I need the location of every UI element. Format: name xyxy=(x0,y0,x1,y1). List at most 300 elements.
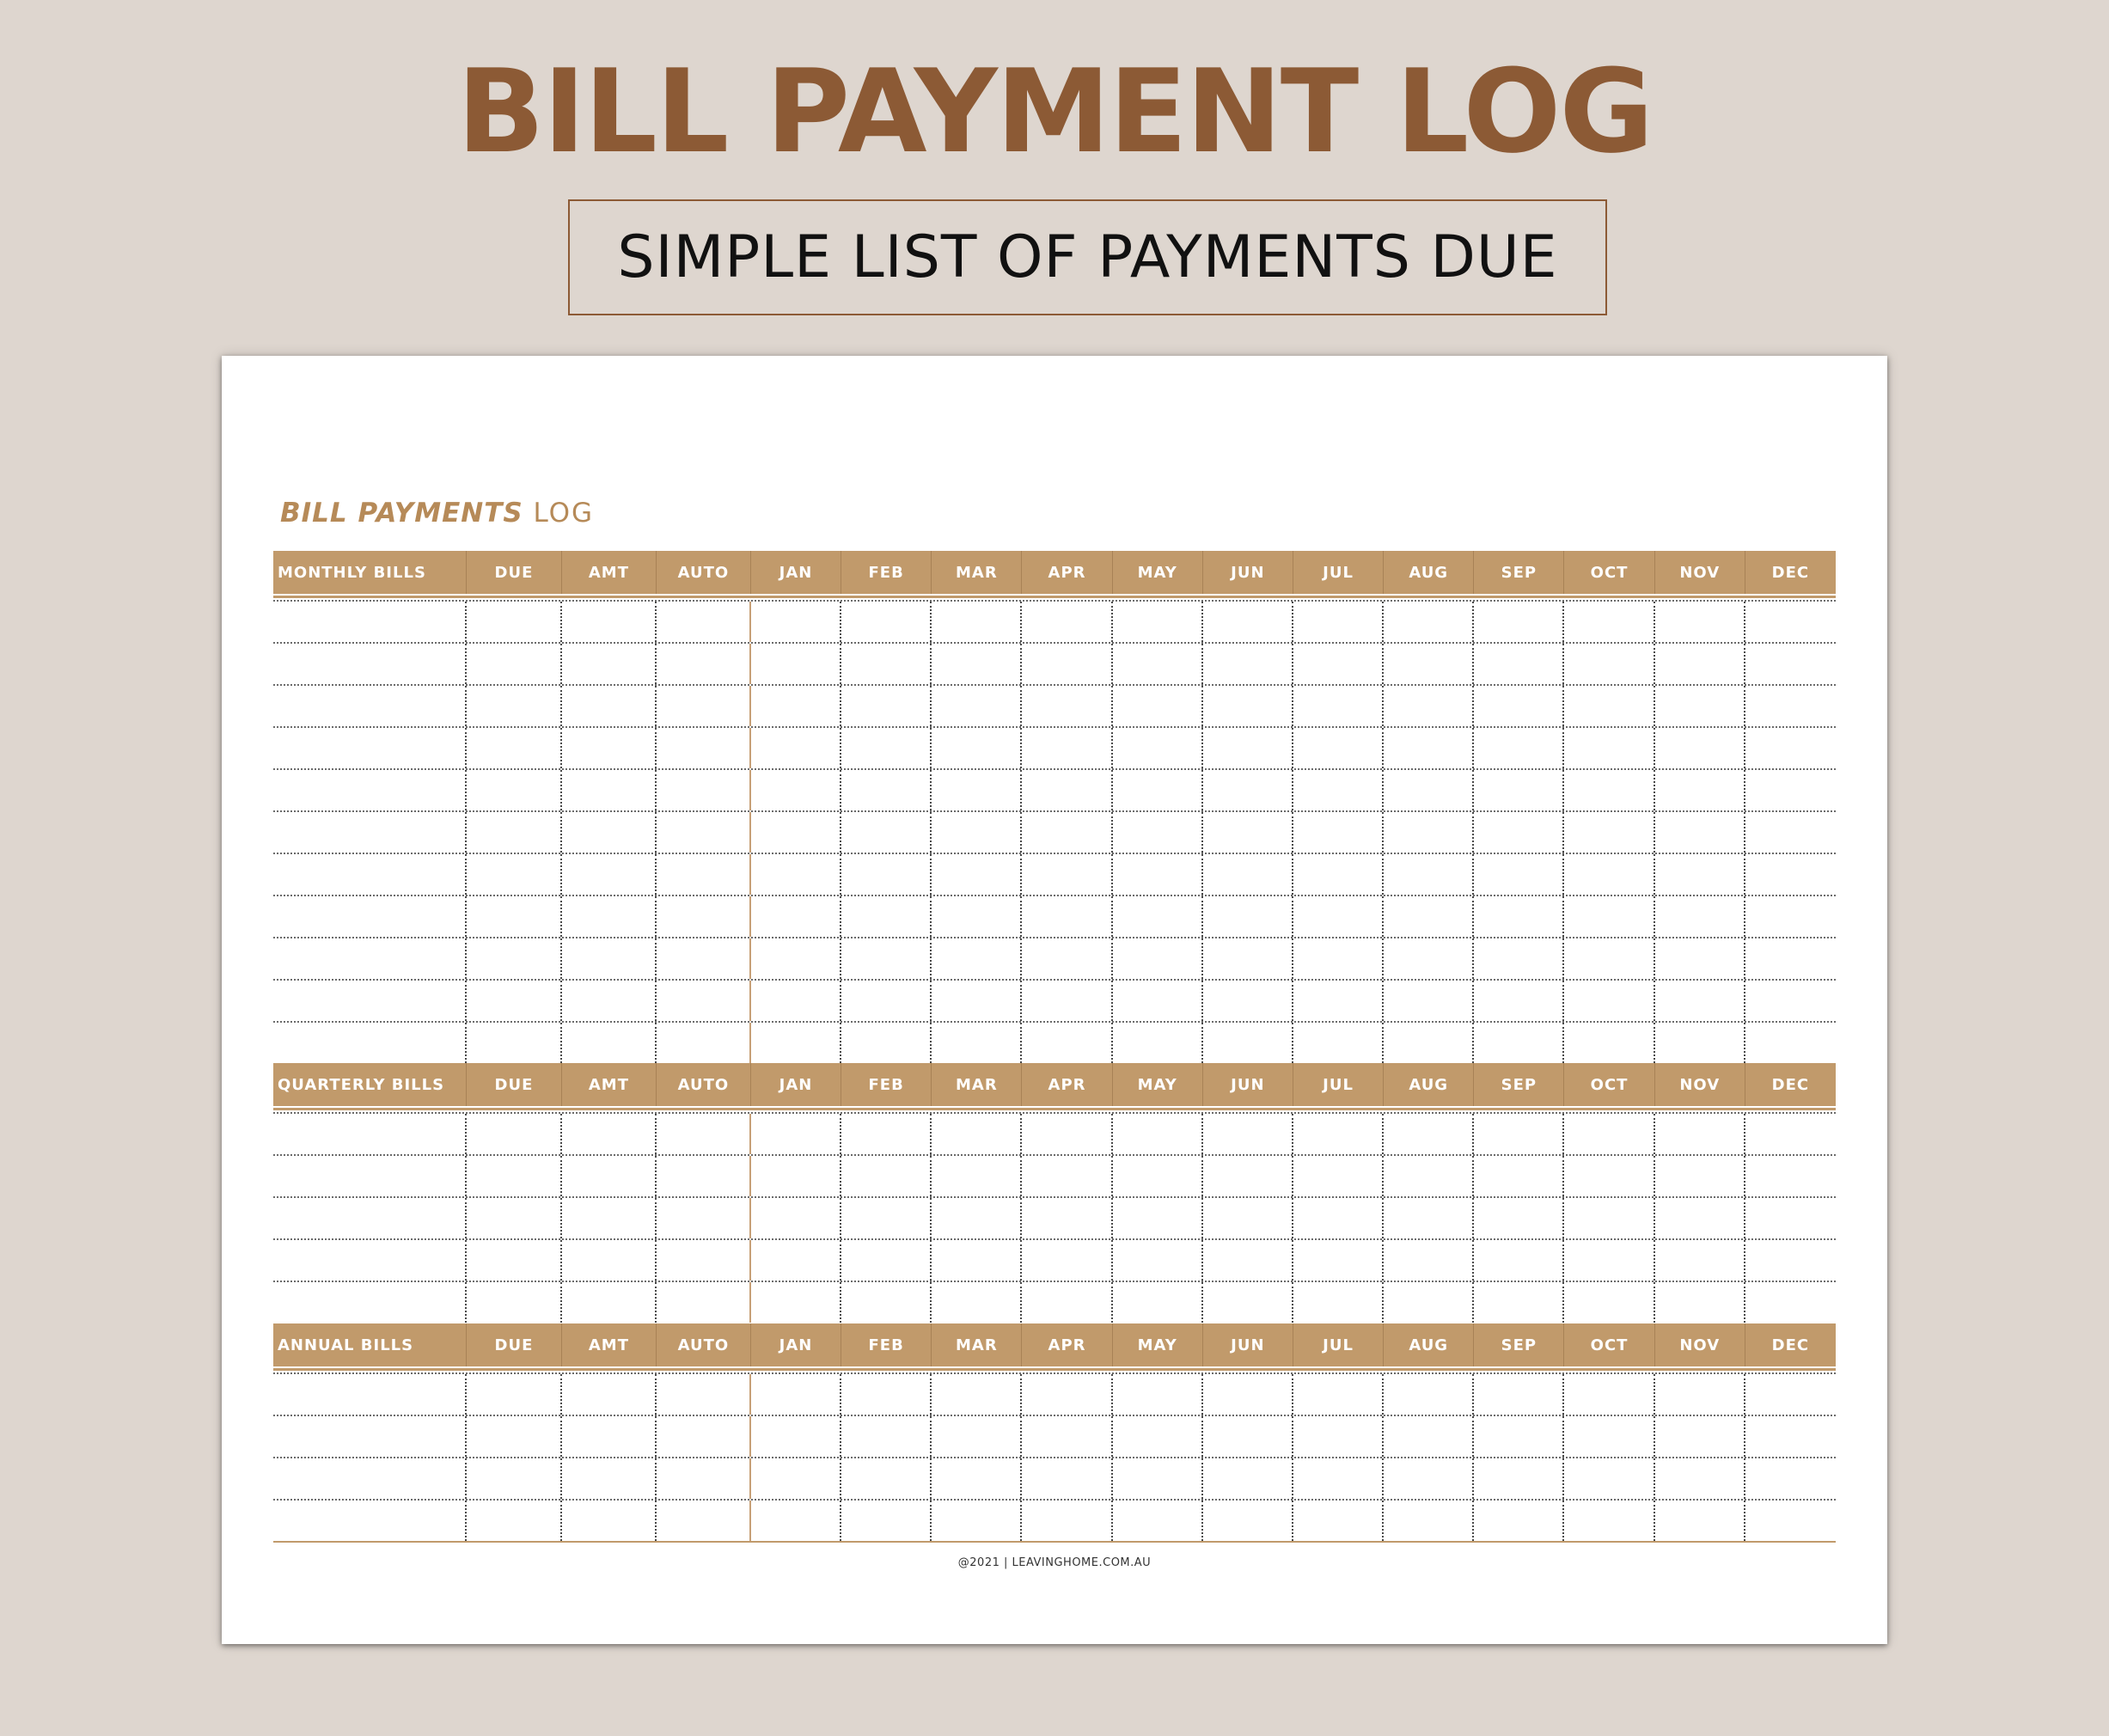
aug-cell[interactable] xyxy=(1384,854,1474,895)
dec-cell[interactable] xyxy=(1745,1198,1836,1238)
jun-cell[interactable] xyxy=(1203,938,1293,979)
oct-cell[interactable] xyxy=(1564,1282,1654,1323)
auto-cell[interactable] xyxy=(657,812,751,853)
dec-cell[interactable] xyxy=(1745,981,1836,1021)
jul-cell[interactable] xyxy=(1293,1198,1384,1238)
dec-cell[interactable] xyxy=(1745,602,1836,642)
feb-cell[interactable] xyxy=(841,1114,932,1154)
dec-cell[interactable] xyxy=(1745,812,1836,853)
jun-cell[interactable] xyxy=(1203,770,1293,810)
feb-cell[interactable] xyxy=(841,1416,932,1457)
jun-cell[interactable] xyxy=(1203,728,1293,768)
aug-cell[interactable] xyxy=(1384,644,1474,684)
auto-cell[interactable] xyxy=(657,938,751,979)
due-cell[interactable] xyxy=(467,1458,562,1499)
feb-cell[interactable] xyxy=(841,602,932,642)
mar-cell[interactable] xyxy=(932,1023,1022,1063)
may-cell[interactable] xyxy=(1113,1416,1203,1457)
jan-cell[interactable] xyxy=(751,728,841,768)
mar-cell[interactable] xyxy=(932,854,1022,895)
apr-cell[interactable] xyxy=(1022,1416,1112,1457)
dec-cell[interactable] xyxy=(1745,1156,1836,1196)
feb-cell[interactable] xyxy=(841,812,932,853)
auto-cell[interactable] xyxy=(657,1458,751,1499)
sep-cell[interactable] xyxy=(1474,854,1564,895)
dec-cell[interactable] xyxy=(1745,938,1836,979)
mar-cell[interactable] xyxy=(932,812,1022,853)
oct-cell[interactable] xyxy=(1564,938,1654,979)
jul-cell[interactable] xyxy=(1293,1114,1384,1154)
apr-cell[interactable] xyxy=(1022,1458,1112,1499)
feb-cell[interactable] xyxy=(841,896,932,937)
oct-cell[interactable] xyxy=(1564,1240,1654,1281)
apr-cell[interactable] xyxy=(1022,1114,1112,1154)
amt-cell[interactable] xyxy=(562,1240,657,1281)
apr-cell[interactable] xyxy=(1022,1156,1112,1196)
bill-name-cell[interactable] xyxy=(273,770,467,810)
jul-cell[interactable] xyxy=(1293,938,1384,979)
nov-cell[interactable] xyxy=(1655,1282,1745,1323)
aug-cell[interactable] xyxy=(1384,1156,1474,1196)
due-cell[interactable] xyxy=(467,1114,562,1154)
jan-cell[interactable] xyxy=(751,1374,841,1415)
auto-cell[interactable] xyxy=(657,1198,751,1238)
aug-cell[interactable] xyxy=(1384,938,1474,979)
bill-name-cell[interactable] xyxy=(273,686,467,726)
oct-cell[interactable] xyxy=(1564,812,1654,853)
mar-cell[interactable] xyxy=(932,1458,1022,1499)
jan-cell[interactable] xyxy=(751,1114,841,1154)
feb-cell[interactable] xyxy=(841,938,932,979)
bill-name-cell[interactable] xyxy=(273,896,467,937)
sep-cell[interactable] xyxy=(1474,1458,1564,1499)
dec-cell[interactable] xyxy=(1745,644,1836,684)
bill-name-cell[interactable] xyxy=(273,981,467,1021)
jun-cell[interactable] xyxy=(1203,1240,1293,1281)
jul-cell[interactable] xyxy=(1293,1282,1384,1323)
oct-cell[interactable] xyxy=(1564,728,1654,768)
apr-cell[interactable] xyxy=(1022,1501,1112,1541)
jun-cell[interactable] xyxy=(1203,1282,1293,1323)
dec-cell[interactable] xyxy=(1745,1458,1836,1499)
due-cell[interactable] xyxy=(467,1416,562,1457)
auto-cell[interactable] xyxy=(657,728,751,768)
aug-cell[interactable] xyxy=(1384,1282,1474,1323)
nov-cell[interactable] xyxy=(1655,686,1745,726)
jan-cell[interactable] xyxy=(751,896,841,937)
dec-cell[interactable] xyxy=(1745,854,1836,895)
jul-cell[interactable] xyxy=(1293,1240,1384,1281)
bill-name-cell[interactable] xyxy=(273,1501,467,1541)
oct-cell[interactable] xyxy=(1564,1198,1654,1238)
apr-cell[interactable] xyxy=(1022,1023,1112,1063)
nov-cell[interactable] xyxy=(1655,896,1745,937)
mar-cell[interactable] xyxy=(932,1282,1022,1323)
due-cell[interactable] xyxy=(467,981,562,1021)
feb-cell[interactable] xyxy=(841,644,932,684)
may-cell[interactable] xyxy=(1113,602,1203,642)
due-cell[interactable] xyxy=(467,1282,562,1323)
apr-cell[interactable] xyxy=(1022,728,1112,768)
nov-cell[interactable] xyxy=(1655,812,1745,853)
sep-cell[interactable] xyxy=(1474,1198,1564,1238)
jun-cell[interactable] xyxy=(1203,981,1293,1021)
dec-cell[interactable] xyxy=(1745,728,1836,768)
amt-cell[interactable] xyxy=(562,602,657,642)
feb-cell[interactable] xyxy=(841,1156,932,1196)
dec-cell[interactable] xyxy=(1745,686,1836,726)
jul-cell[interactable] xyxy=(1293,981,1384,1021)
jun-cell[interactable] xyxy=(1203,1501,1293,1541)
nov-cell[interactable] xyxy=(1655,1374,1745,1415)
due-cell[interactable] xyxy=(467,602,562,642)
amt-cell[interactable] xyxy=(562,1156,657,1196)
dec-cell[interactable] xyxy=(1745,1114,1836,1154)
feb-cell[interactable] xyxy=(841,1240,932,1281)
auto-cell[interactable] xyxy=(657,981,751,1021)
mar-cell[interactable] xyxy=(932,1416,1022,1457)
amt-cell[interactable] xyxy=(562,1282,657,1323)
amt-cell[interactable] xyxy=(562,812,657,853)
jan-cell[interactable] xyxy=(751,1282,841,1323)
jan-cell[interactable] xyxy=(751,1240,841,1281)
sep-cell[interactable] xyxy=(1474,728,1564,768)
jun-cell[interactable] xyxy=(1203,1156,1293,1196)
mar-cell[interactable] xyxy=(932,770,1022,810)
auto-cell[interactable] xyxy=(657,1023,751,1063)
aug-cell[interactable] xyxy=(1384,770,1474,810)
sep-cell[interactable] xyxy=(1474,770,1564,810)
jan-cell[interactable] xyxy=(751,812,841,853)
apr-cell[interactable] xyxy=(1022,644,1112,684)
auto-cell[interactable] xyxy=(657,770,751,810)
sep-cell[interactable] xyxy=(1474,602,1564,642)
due-cell[interactable] xyxy=(467,854,562,895)
feb-cell[interactable] xyxy=(841,770,932,810)
may-cell[interactable] xyxy=(1113,1501,1203,1541)
may-cell[interactable] xyxy=(1113,1240,1203,1281)
jul-cell[interactable] xyxy=(1293,602,1384,642)
bill-name-cell[interactable] xyxy=(273,1374,467,1415)
jan-cell[interactable] xyxy=(751,1156,841,1196)
aug-cell[interactable] xyxy=(1384,981,1474,1021)
amt-cell[interactable] xyxy=(562,854,657,895)
aug-cell[interactable] xyxy=(1384,1458,1474,1499)
feb-cell[interactable] xyxy=(841,1374,932,1415)
nov-cell[interactable] xyxy=(1655,602,1745,642)
mar-cell[interactable] xyxy=(932,1374,1022,1415)
feb-cell[interactable] xyxy=(841,1198,932,1238)
mar-cell[interactable] xyxy=(932,1114,1022,1154)
may-cell[interactable] xyxy=(1113,1198,1203,1238)
nov-cell[interactable] xyxy=(1655,938,1745,979)
oct-cell[interactable] xyxy=(1564,896,1654,937)
jul-cell[interactable] xyxy=(1293,770,1384,810)
mar-cell[interactable] xyxy=(932,981,1022,1021)
due-cell[interactable] xyxy=(467,1240,562,1281)
auto-cell[interactable] xyxy=(657,1156,751,1196)
jun-cell[interactable] xyxy=(1203,1023,1293,1063)
apr-cell[interactable] xyxy=(1022,812,1112,853)
oct-cell[interactable] xyxy=(1564,770,1654,810)
oct-cell[interactable] xyxy=(1564,1458,1654,1499)
may-cell[interactable] xyxy=(1113,728,1203,768)
jan-cell[interactable] xyxy=(751,981,841,1021)
may-cell[interactable] xyxy=(1113,812,1203,853)
dec-cell[interactable] xyxy=(1745,1282,1836,1323)
dec-cell[interactable] xyxy=(1745,770,1836,810)
apr-cell[interactable] xyxy=(1022,602,1112,642)
auto-cell[interactable] xyxy=(657,896,751,937)
bill-name-cell[interactable] xyxy=(273,602,467,642)
jul-cell[interactable] xyxy=(1293,854,1384,895)
bill-name-cell[interactable] xyxy=(273,644,467,684)
amt-cell[interactable] xyxy=(562,770,657,810)
jun-cell[interactable] xyxy=(1203,686,1293,726)
mar-cell[interactable] xyxy=(932,1198,1022,1238)
oct-cell[interactable] xyxy=(1564,854,1654,895)
feb-cell[interactable] xyxy=(841,1023,932,1063)
oct-cell[interactable] xyxy=(1564,1023,1654,1063)
sep-cell[interactable] xyxy=(1474,812,1564,853)
nov-cell[interactable] xyxy=(1655,644,1745,684)
feb-cell[interactable] xyxy=(841,854,932,895)
oct-cell[interactable] xyxy=(1564,1416,1654,1457)
amt-cell[interactable] xyxy=(562,728,657,768)
auto-cell[interactable] xyxy=(657,1282,751,1323)
mar-cell[interactable] xyxy=(932,644,1022,684)
due-cell[interactable] xyxy=(467,938,562,979)
bill-name-cell[interactable] xyxy=(273,1114,467,1154)
nov-cell[interactable] xyxy=(1655,1240,1745,1281)
auto-cell[interactable] xyxy=(657,1374,751,1415)
jul-cell[interactable] xyxy=(1293,728,1384,768)
apr-cell[interactable] xyxy=(1022,1374,1112,1415)
may-cell[interactable] xyxy=(1113,1156,1203,1196)
bill-name-cell[interactable] xyxy=(273,1240,467,1281)
mar-cell[interactable] xyxy=(932,938,1022,979)
auto-cell[interactable] xyxy=(657,854,751,895)
due-cell[interactable] xyxy=(467,1198,562,1238)
jun-cell[interactable] xyxy=(1203,854,1293,895)
sep-cell[interactable] xyxy=(1474,686,1564,726)
may-cell[interactable] xyxy=(1113,1458,1203,1499)
jul-cell[interactable] xyxy=(1293,1501,1384,1541)
may-cell[interactable] xyxy=(1113,1374,1203,1415)
sep-cell[interactable] xyxy=(1474,644,1564,684)
jul-cell[interactable] xyxy=(1293,1416,1384,1457)
jun-cell[interactable] xyxy=(1203,602,1293,642)
due-cell[interactable] xyxy=(467,1023,562,1063)
bill-name-cell[interactable] xyxy=(273,938,467,979)
mar-cell[interactable] xyxy=(932,1501,1022,1541)
may-cell[interactable] xyxy=(1113,1114,1203,1154)
apr-cell[interactable] xyxy=(1022,981,1112,1021)
aug-cell[interactable] xyxy=(1384,1198,1474,1238)
sep-cell[interactable] xyxy=(1474,981,1564,1021)
oct-cell[interactable] xyxy=(1564,1114,1654,1154)
sep-cell[interactable] xyxy=(1474,896,1564,937)
jun-cell[interactable] xyxy=(1203,1114,1293,1154)
due-cell[interactable] xyxy=(467,644,562,684)
sep-cell[interactable] xyxy=(1474,1416,1564,1457)
jan-cell[interactable] xyxy=(751,1458,841,1499)
nov-cell[interactable] xyxy=(1655,1416,1745,1457)
may-cell[interactable] xyxy=(1113,1282,1203,1323)
may-cell[interactable] xyxy=(1113,896,1203,937)
jun-cell[interactable] xyxy=(1203,1458,1293,1499)
auto-cell[interactable] xyxy=(657,686,751,726)
may-cell[interactable] xyxy=(1113,1023,1203,1063)
bill-name-cell[interactable] xyxy=(273,1156,467,1196)
jan-cell[interactable] xyxy=(751,644,841,684)
due-cell[interactable] xyxy=(467,728,562,768)
oct-cell[interactable] xyxy=(1564,602,1654,642)
jul-cell[interactable] xyxy=(1293,644,1384,684)
oct-cell[interactable] xyxy=(1564,1501,1654,1541)
mar-cell[interactable] xyxy=(932,602,1022,642)
may-cell[interactable] xyxy=(1113,770,1203,810)
jul-cell[interactable] xyxy=(1293,1374,1384,1415)
sep-cell[interactable] xyxy=(1474,1114,1564,1154)
amt-cell[interactable] xyxy=(562,1458,657,1499)
feb-cell[interactable] xyxy=(841,728,932,768)
jul-cell[interactable] xyxy=(1293,1156,1384,1196)
amt-cell[interactable] xyxy=(562,1114,657,1154)
dec-cell[interactable] xyxy=(1745,1501,1836,1541)
bill-name-cell[interactable] xyxy=(273,728,467,768)
may-cell[interactable] xyxy=(1113,644,1203,684)
sep-cell[interactable] xyxy=(1474,1374,1564,1415)
due-cell[interactable] xyxy=(467,812,562,853)
bill-name-cell[interactable] xyxy=(273,1282,467,1323)
oct-cell[interactable] xyxy=(1564,1156,1654,1196)
bill-name-cell[interactable] xyxy=(273,1023,467,1063)
sep-cell[interactable] xyxy=(1474,1023,1564,1063)
sep-cell[interactable] xyxy=(1474,1156,1564,1196)
bill-name-cell[interactable] xyxy=(273,812,467,853)
auto-cell[interactable] xyxy=(657,1501,751,1541)
amt-cell[interactable] xyxy=(562,1374,657,1415)
auto-cell[interactable] xyxy=(657,1114,751,1154)
jan-cell[interactable] xyxy=(751,1501,841,1541)
amt-cell[interactable] xyxy=(562,644,657,684)
nov-cell[interactable] xyxy=(1655,1156,1745,1196)
feb-cell[interactable] xyxy=(841,686,932,726)
nov-cell[interactable] xyxy=(1655,1198,1745,1238)
nov-cell[interactable] xyxy=(1655,1501,1745,1541)
jan-cell[interactable] xyxy=(751,854,841,895)
jan-cell[interactable] xyxy=(751,1023,841,1063)
due-cell[interactable] xyxy=(467,1374,562,1415)
auto-cell[interactable] xyxy=(657,1416,751,1457)
mar-cell[interactable] xyxy=(932,896,1022,937)
may-cell[interactable] xyxy=(1113,981,1203,1021)
amt-cell[interactable] xyxy=(562,1416,657,1457)
apr-cell[interactable] xyxy=(1022,1198,1112,1238)
aug-cell[interactable] xyxy=(1384,1374,1474,1415)
bill-name-cell[interactable] xyxy=(273,854,467,895)
aug-cell[interactable] xyxy=(1384,1240,1474,1281)
amt-cell[interactable] xyxy=(562,938,657,979)
apr-cell[interactable] xyxy=(1022,938,1112,979)
jan-cell[interactable] xyxy=(751,1198,841,1238)
nov-cell[interactable] xyxy=(1655,1114,1745,1154)
apr-cell[interactable] xyxy=(1022,896,1112,937)
dec-cell[interactable] xyxy=(1745,1416,1836,1457)
aug-cell[interactable] xyxy=(1384,896,1474,937)
sep-cell[interactable] xyxy=(1474,938,1564,979)
jun-cell[interactable] xyxy=(1203,1198,1293,1238)
jul-cell[interactable] xyxy=(1293,1458,1384,1499)
bill-name-cell[interactable] xyxy=(273,1198,467,1238)
mar-cell[interactable] xyxy=(932,1240,1022,1281)
nov-cell[interactable] xyxy=(1655,854,1745,895)
nov-cell[interactable] xyxy=(1655,1458,1745,1499)
apr-cell[interactable] xyxy=(1022,854,1112,895)
amt-cell[interactable] xyxy=(562,1023,657,1063)
oct-cell[interactable] xyxy=(1564,686,1654,726)
feb-cell[interactable] xyxy=(841,1282,932,1323)
sep-cell[interactable] xyxy=(1474,1240,1564,1281)
aug-cell[interactable] xyxy=(1384,728,1474,768)
may-cell[interactable] xyxy=(1113,686,1203,726)
amt-cell[interactable] xyxy=(562,686,657,726)
aug-cell[interactable] xyxy=(1384,1023,1474,1063)
jan-cell[interactable] xyxy=(751,602,841,642)
mar-cell[interactable] xyxy=(932,686,1022,726)
oct-cell[interactable] xyxy=(1564,644,1654,684)
jun-cell[interactable] xyxy=(1203,896,1293,937)
dec-cell[interactable] xyxy=(1745,1374,1836,1415)
aug-cell[interactable] xyxy=(1384,1501,1474,1541)
jan-cell[interactable] xyxy=(751,1416,841,1457)
feb-cell[interactable] xyxy=(841,1458,932,1499)
jan-cell[interactable] xyxy=(751,938,841,979)
amt-cell[interactable] xyxy=(562,896,657,937)
aug-cell[interactable] xyxy=(1384,602,1474,642)
apr-cell[interactable] xyxy=(1022,1282,1112,1323)
sep-cell[interactable] xyxy=(1474,1282,1564,1323)
aug-cell[interactable] xyxy=(1384,686,1474,726)
dec-cell[interactable] xyxy=(1745,1023,1836,1063)
due-cell[interactable] xyxy=(467,1501,562,1541)
due-cell[interactable] xyxy=(467,686,562,726)
bill-name-cell[interactable] xyxy=(273,1458,467,1499)
jul-cell[interactable] xyxy=(1293,896,1384,937)
amt-cell[interactable] xyxy=(562,981,657,1021)
jul-cell[interactable] xyxy=(1293,812,1384,853)
aug-cell[interactable] xyxy=(1384,812,1474,853)
auto-cell[interactable] xyxy=(657,602,751,642)
jul-cell[interactable] xyxy=(1293,1023,1384,1063)
oct-cell[interactable] xyxy=(1564,981,1654,1021)
amt-cell[interactable] xyxy=(562,1501,657,1541)
jun-cell[interactable] xyxy=(1203,644,1293,684)
feb-cell[interactable] xyxy=(841,1501,932,1541)
apr-cell[interactable] xyxy=(1022,686,1112,726)
nov-cell[interactable] xyxy=(1655,981,1745,1021)
dec-cell[interactable] xyxy=(1745,1240,1836,1281)
jan-cell[interactable] xyxy=(751,770,841,810)
sep-cell[interactable] xyxy=(1474,1501,1564,1541)
auto-cell[interactable] xyxy=(657,644,751,684)
amt-cell[interactable] xyxy=(562,1198,657,1238)
jun-cell[interactable] xyxy=(1203,1374,1293,1415)
aug-cell[interactable] xyxy=(1384,1114,1474,1154)
due-cell[interactable] xyxy=(467,770,562,810)
may-cell[interactable] xyxy=(1113,854,1203,895)
